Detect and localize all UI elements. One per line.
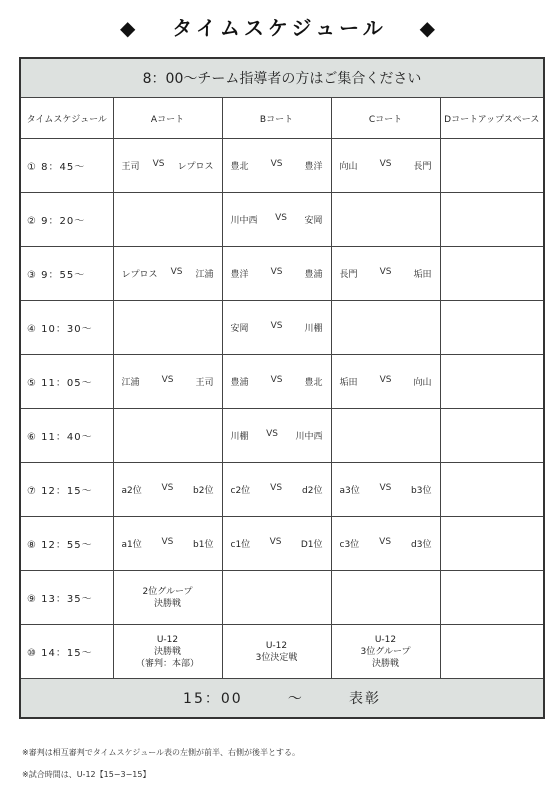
court-d-cell — [440, 247, 544, 301]
court-b-cell — [222, 193, 331, 247]
match-pair — [223, 213, 331, 226]
court-b-cell — [222, 139, 331, 193]
match-pair — [332, 483, 440, 496]
team-home: 豊北 — [230, 162, 249, 172]
court-b-cell — [222, 571, 331, 625]
team-away: 安岡 — [304, 216, 323, 226]
court-c-cell — [331, 625, 440, 679]
award-separator: 〜 — [287, 691, 304, 707]
team-away: 長門 — [413, 162, 432, 172]
team-away: 王司 — [195, 378, 214, 388]
court-a-cell — [113, 301, 222, 355]
slot-time: ① 8：45〜 — [20, 139, 113, 193]
slot-time: ⑩ 14：15〜 — [20, 625, 113, 679]
versus-label: VS — [379, 537, 392, 547]
match-pair — [114, 483, 222, 496]
page-title — [0, 10, 559, 46]
versus-label: VS — [379, 375, 392, 385]
slot-time: ⑤ 11：05〜 — [20, 355, 113, 409]
court-b-cell — [222, 247, 331, 301]
header-court-a: Aコート — [113, 98, 222, 139]
court-b-cell — [222, 463, 331, 517]
team-home: a1位 — [121, 540, 142, 550]
match-description-line: 3位グループ — [360, 646, 411, 657]
slot-time: ② 9：20〜 — [20, 193, 113, 247]
slot-time: ⑦ 12：15〜 — [20, 463, 113, 517]
team-away: 川中西 — [295, 432, 323, 442]
schedule-row — [20, 355, 544, 409]
court-b-cell — [222, 409, 331, 463]
court-a-cell — [113, 463, 222, 517]
team-away: 豊浦 — [304, 270, 323, 280]
team-home: 豊浦 — [230, 378, 249, 388]
match-description-line: 決勝戦 — [153, 646, 181, 657]
match-description-line: 決勝戦 — [153, 598, 181, 609]
team-home: 垢田 — [339, 378, 358, 388]
versus-label: VS — [270, 375, 283, 385]
versus-label: VS — [152, 159, 165, 169]
match-pair — [223, 321, 331, 334]
team-home: 川中西 — [230, 216, 258, 226]
court-d-cell — [440, 625, 544, 679]
court-c-cell — [331, 355, 440, 409]
versus-label: VS — [161, 483, 174, 493]
court-b-cell — [222, 355, 331, 409]
header-court-c: Cコート — [331, 98, 440, 139]
match-pair — [114, 267, 222, 280]
match-pair — [223, 159, 331, 172]
team-home: 安岡 — [230, 324, 249, 334]
court-d-cell — [440, 409, 544, 463]
schedule-table — [19, 57, 545, 719]
note-match-time: ※試合時間は、U-12【15−3−15】 — [22, 770, 151, 779]
team-away: b2位 — [193, 486, 214, 496]
diamond-icon-right: ◆ — [419, 16, 439, 40]
match-pair — [223, 483, 331, 496]
court-d-cell — [440, 463, 544, 517]
team-away: 向山 — [413, 378, 432, 388]
court-c-cell — [331, 139, 440, 193]
versus-label: VS — [275, 213, 287, 223]
assembly-banner: 8：00〜チーム指導者の方はご集合ください — [20, 58, 544, 98]
slot-time: ⑥ 11：40〜 — [20, 409, 113, 463]
schedule-row — [20, 409, 544, 463]
slot-time: ⑧ 12：55〜 — [20, 517, 113, 571]
match-pair — [223, 375, 331, 388]
court-b-cell — [222, 517, 331, 571]
note-referee: ※審判は相互審判でタイムスケジュール表の左側が前半、右側が後半とする。 — [22, 748, 301, 757]
versus-label: VS — [161, 375, 174, 385]
match-pair — [332, 159, 440, 172]
versus-label: VS — [379, 267, 392, 277]
team-away: 江浦 — [195, 270, 214, 280]
schedule-row — [20, 193, 544, 247]
versus-label: VS — [270, 321, 283, 331]
slot-time: ③ 9：55〜 — [20, 247, 113, 301]
court-a-cell — [113, 625, 222, 679]
header-row — [20, 98, 544, 139]
court-b-cell — [222, 625, 331, 679]
team-away: d2位 — [302, 486, 323, 496]
court-d-cell — [440, 517, 544, 571]
match-pair — [114, 537, 222, 550]
team-home: 長門 — [339, 270, 358, 280]
page-title-text: タイムスケジュール — [172, 16, 387, 40]
match-pair — [332, 537, 440, 550]
court-a-cell — [113, 571, 222, 625]
schedule-row — [20, 463, 544, 517]
match-pair — [223, 267, 331, 280]
versus-label: VS — [266, 429, 278, 439]
team-away: 川棚 — [304, 324, 323, 334]
court-a-cell — [113, 247, 222, 301]
court-a-cell — [113, 409, 222, 463]
schedule-row — [20, 625, 544, 679]
team-home: c2位 — [230, 486, 251, 496]
versus-label: VS — [269, 537, 282, 547]
court-a-cell — [113, 139, 222, 193]
team-away: b3位 — [411, 486, 432, 496]
versus-label: VS — [161, 537, 174, 547]
match-pair — [114, 159, 222, 172]
court-c-cell — [331, 301, 440, 355]
diamond-icon-left: ◆ — [120, 16, 140, 40]
team-away: d3位 — [411, 540, 432, 550]
court-d-cell — [440, 193, 544, 247]
match-description — [114, 634, 222, 670]
versus-label: VS — [270, 267, 283, 277]
team-away: D1位 — [300, 540, 323, 550]
court-d-cell — [440, 139, 544, 193]
match-description-line: 3位決定戦 — [255, 652, 298, 663]
match-description — [223, 640, 331, 664]
match-pair — [114, 375, 222, 388]
court-d-cell — [440, 355, 544, 409]
team-home: a3位 — [339, 486, 360, 496]
court-c-cell — [331, 409, 440, 463]
award-banner — [20, 679, 544, 719]
match-description-line: 2位グループ — [142, 586, 193, 597]
team-home: レプロス — [121, 270, 158, 280]
court-a-cell — [113, 355, 222, 409]
match-description-line: 決勝戦 — [371, 658, 399, 669]
team-home: c3位 — [339, 540, 360, 550]
schedule-row — [20, 571, 544, 625]
match-description-line: U-12 — [265, 640, 288, 651]
match-description-line: U-12 — [156, 634, 179, 645]
team-home: a2位 — [121, 486, 142, 496]
schedule-row — [20, 139, 544, 193]
header-court-b: Bコート — [222, 98, 331, 139]
versus-label: VS — [270, 483, 283, 493]
match-description-line: （審判：本部） — [135, 658, 199, 669]
court-a-cell — [113, 193, 222, 247]
team-home: 川棚 — [230, 432, 249, 442]
team-away: 垢田 — [413, 270, 432, 280]
team-away: b1位 — [193, 540, 214, 550]
match-pair — [223, 429, 331, 442]
award-label: 表彰 — [348, 691, 381, 707]
match-pair — [332, 267, 440, 280]
team-home: 向山 — [339, 162, 358, 172]
versus-label: VS — [170, 267, 183, 277]
slot-time: ④ 10：30〜 — [20, 301, 113, 355]
match-description-line: U-12 — [374, 634, 397, 645]
team-home: 王司 — [121, 162, 140, 172]
schedule-row — [20, 517, 544, 571]
versus-label: VS — [379, 483, 392, 493]
court-a-cell — [113, 517, 222, 571]
versus-label: VS — [270, 159, 283, 169]
schedule-row — [20, 301, 544, 355]
schedule-row — [20, 247, 544, 301]
court-c-cell — [331, 247, 440, 301]
court-d-cell — [440, 301, 544, 355]
team-home: c1位 — [230, 540, 251, 550]
court-c-cell — [331, 517, 440, 571]
match-description — [332, 634, 440, 670]
match-pair — [332, 375, 440, 388]
team-home: 江浦 — [121, 378, 140, 388]
court-c-cell — [331, 463, 440, 517]
versus-label: VS — [379, 159, 392, 169]
slot-time: ⑨ 13：35〜 — [20, 571, 113, 625]
court-c-cell — [331, 193, 440, 247]
team-away: 豊北 — [304, 378, 323, 388]
match-pair — [223, 537, 331, 550]
court-b-cell — [222, 301, 331, 355]
team-away: レプロス — [177, 162, 214, 172]
header-time: タイムスケジュール — [20, 98, 113, 139]
award-time: 15：00 — [183, 691, 243, 707]
team-home: 豊洋 — [230, 270, 249, 280]
header-court-d: Dコートアップスペース — [440, 98, 544, 139]
match-description — [114, 586, 222, 610]
team-away: 豊洋 — [304, 162, 323, 172]
court-c-cell — [331, 571, 440, 625]
court-d-cell — [440, 571, 544, 625]
